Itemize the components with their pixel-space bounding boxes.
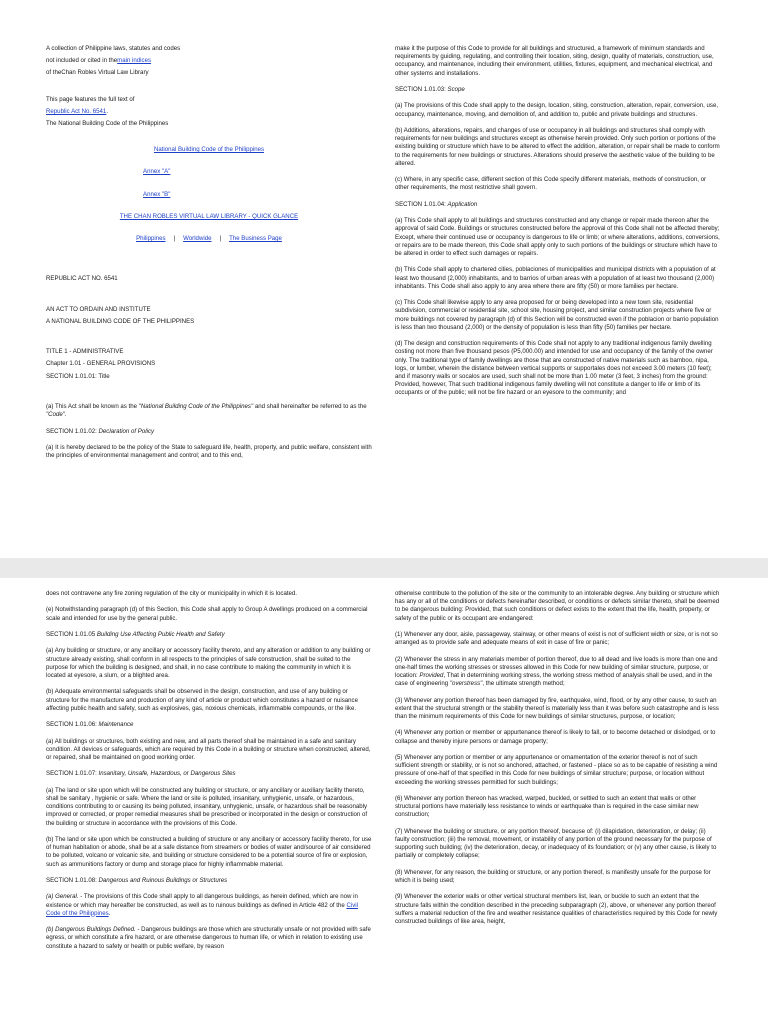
philippines-link[interactable]: Philippines <box>136 235 166 243</box>
text: Scope <box>447 86 465 93</box>
republic-act-link[interactable]: Republic Act No. 6541 <box>46 107 107 115</box>
text: . <box>108 909 111 917</box>
page-separator <box>0 558 768 578</box>
annex-a-link[interactable]: Annex "A" <box>143 168 171 176</box>
text: (a) General. <box>46 893 79 901</box>
document-page-2 <box>0 578 768 1024</box>
paragraph: (a) It is hereby declared to be the policy of the State to safeguard life, health, property, and public welfare, consistent with the principles of environmental management and control; and to this end, <box>46 444 372 460</box>
intro-line: A collection of Philippine laws, statutes and codes <box>46 45 181 52</box>
text: SECTION 1.01.06: <box>46 721 99 729</box>
paragraph: does not contravene any fire zoning regulation of the city or municipality in which it is located. <box>46 590 297 597</box>
text: Maintenance <box>98 721 134 729</box>
list-item: (1) Whenever any door, aisle, passageway, stairway, or other means of exist is not of sufficient width or size, or is not so arranged as to provide safe and adequate means of exit in case of fire or panic; <box>395 631 718 647</box>
paragraph: (c) Where, in any specific case, different section of this Code specify different materials, methods of construction, or other requirements, the most restrictive shall govern. <box>395 176 707 192</box>
section-heading <box>46 877 372 885</box>
text: and shall hereinafter be referred to as the <box>253 403 367 411</box>
paragraph: (b) Adequate environmental safeguards shall be observed in the design, construction, and use of any building or structure for the manufacture and production of any kind of article or product which constitutes a hazard or nuisance affecting public health and safety, such as explosives, gas, noxious chemicals, inflammable compounds, or the like. <box>46 688 358 712</box>
text: Application <box>447 200 478 208</box>
section-heading <box>395 201 721 209</box>
business-page-link[interactable]: The Business Page <box>229 235 282 243</box>
page2-left-column <box>46 590 372 959</box>
paragraph: (c) This Code shall likewise apply to any area proposed for or being developed into a new town site, residential subdivision, commercial or residential site, school site, housing project, and similar construction projects where five or more buildings not covered by paragraph (d) of this Section will be constructed even if the poblacion or barrio population is less than two thousand (2,000) or the density of population is less than fifty (50) families per hectare. <box>395 299 719 331</box>
text: SECTION 1.01.07: <box>46 770 99 778</box>
worldwide-link[interactable]: Worldwide <box>183 235 212 243</box>
intro-text: not included or cited in the <box>46 57 118 65</box>
act-title-line: A NATIONAL BUILDING CODE OF THE PHILIPPINES <box>46 317 195 325</box>
paragraph: (e) Notwithstanding paragraph (d) of this Section, this Code shall apply to Group A dwellings produced on a commercial scale and intended for use by the general public. <box>46 606 368 622</box>
text: Dangerous and Ruinous Buildings or Structures <box>98 876 228 884</box>
paragraph: (b) This Code shall apply to chartered cities, poblaciones of municipalities and municipal districts with a population of at least two thousand (2,000) inhabitants, and to barrios of urban areas with a population of at least two thousand (2,000) inhabitants. This Code shall also apply to any area where there are fifty (50) or more families per hectare. <box>395 266 716 290</box>
title-heading: TITLE 1 - ADMINISTRATIVE <box>46 348 124 356</box>
list-item: (3) Whenever any portion thereof has been damaged by fire, earthquake, wind, flood, or by any other cause, to such an extent that the structural strength or the stability thereof is materially less than it was before such catastrophe and is less than the minimum requirements of this Code for new buildings of similar structures, purpose, or location; <box>395 696 719 720</box>
ra-suffix: . <box>106 107 109 115</box>
text: Building Use Affecting Public Health and Safety <box>96 630 225 638</box>
ra-heading: REPUBLIC ACT NO. 6541 <box>46 275 118 283</box>
paragraph <box>46 926 372 951</box>
page1-right-column <box>395 45 721 406</box>
act-title-line: AN ACT TO ORDAIN AND INSTITUTE <box>46 305 151 313</box>
intro-line: of theChan Robles Virtual Law Library <box>46 69 149 77</box>
separator: | <box>219 235 222 243</box>
text: - Dangerous buildings are those which are structurally unsafe or not provided with safe egress, or which constitute a fire hazard, or are otherwise dangerous to human life, or which in relation to existing use constitute a hazard to safety or health or public welfare, by reason <box>46 926 371 950</box>
nav-item <box>46 191 372 199</box>
text: SECTION 1.01.03: <box>395 86 448 93</box>
paragraph: (b) Additions, alterations, repairs, and changes of use or occupancy in all buildings and structures shall comply with requirements for new buildings and structures except as otherwise herein provided. Only such portion or portions of the existing building or structure which have to be altered to effect the addition, alteration, or repair shall be made to conform to the requirements for new buildings or structures. Alterations should preserve the aesthetic value of the building to be altered. <box>395 126 720 167</box>
section-heading <box>46 721 372 729</box>
paragraph: (a) This Code shall apply to all buildings and structures constructed and any change or repair made thereon after the approval of said Code. Buildings or structures constructed before the approval of this Code shall not be affected thereby; Except, where their continued use or occupancy is dangerous to life or limb; or where alterations, additions, conversions, or repairs are to be made thereon, this Code shall apply only to such portions of the buildings or structure which have to be altered in order to effect such damages or repairs. <box>395 217 720 257</box>
text: (a) This Act shall be known as the <box>46 403 139 411</box>
text: SECTION 1.01.08: <box>46 876 99 884</box>
building-code-link[interactable]: National Building Code of the Philippines <box>153 146 265 154</box>
section-heading <box>46 770 372 778</box>
list-item: (5) Whenever any portion or member or any appurtenance or ornamentation of the exterior thereof is not of such sufficient strength or stability, or is not so anchored, attached, or fastened - place so as to be capable of resisting a wind pressure of one-half of that specified in this Code for new buildings of similar structure; purpose, or location without exceeding the working stresses permitted for such buildings; <box>395 753 718 786</box>
intro-line <box>46 57 372 65</box>
text: Insanitary, Unsafe, Hazardous, or Dangerous Sites <box>98 770 236 778</box>
text: "Code" <box>46 411 65 419</box>
text: - The provisions of this Code shall apply to all dangerous buildings, as herein defined, which are now in existence or which may hereafter be constructed, as well as to ruinous buildings as defined in Article 482 of the <box>46 893 358 909</box>
ra-line <box>46 108 372 116</box>
list-item: (6) Whenever any portion thereon has wracked, warped, buckled, or settled to such an extent that walls or other structural portions have materially less resistance to winds or earthquake than is required in the case similar new construction; <box>395 794 699 819</box>
nav-item <box>46 168 372 176</box>
text: , the ultimate strength method; <box>482 680 565 688</box>
chapter-heading: Chapter 1.01 - GENERAL PROVISIONS <box>46 360 156 368</box>
section-heading <box>46 631 372 639</box>
text: . <box>64 411 67 419</box>
text: SECTION 1.01.04: <box>395 200 448 208</box>
features-text: This page features the full text of <box>46 95 135 103</box>
paragraph: make it the purpose of this Code to provide for all buildings and structured, a framework of minimum standards and requirements by guiding, regulating, and controlling their location, siting, design, quality of materials, construction, use, occupancy, and maintenance, including their environment, utilities, fixtures, equipment, and mechanical electrical, and other systems and installations. <box>395 45 714 77</box>
page2-right-column <box>395 590 721 934</box>
text: Provided <box>419 672 444 679</box>
main-indices-link[interactable]: main indices <box>117 57 152 65</box>
text: Declaration of Policy <box>98 427 155 435</box>
list-item: (9) Whenever the exterior walls or other vertical structural members list, lean, or buckle to such an extent that the structure falls within the condition described in the preceding subparagraph (2), above, or whenever any portion thereof suffers a material reduction of the fire and weather resistance qualities of characteristics required by this Code for newly constructed buildings of like area, height, <box>395 893 718 925</box>
paragraph <box>46 893 372 918</box>
text: SECTION 1.01.05 <box>46 630 97 638</box>
list-item <box>395 656 721 689</box>
civil-code-link[interactable]: Civil Code of the Philippines <box>46 901 358 917</box>
paragraph: (b) The land or site upon which be constructed a building of structure or any ancillary or accessory facility thereto, for use of human habitation or abode, shall be at a safe distance from streamers or bodies of water and/source of air considered to be polluted, volcano or volcanic site, and building or structure considered to be a potential source of fire or explosion, such as ammunitions factory or dump and storage place for highly inflammable material. <box>46 835 372 868</box>
nav-item <box>46 146 372 154</box>
page1-left-column <box>46 45 372 469</box>
text: "overstress" <box>449 680 483 688</box>
section-heading <box>46 428 372 436</box>
text: (b) Dangerous Buildings Defined. <box>46 926 136 934</box>
section-heading: SECTION 1.01.01: Title <box>46 372 110 380</box>
code-name: The National Building Code of the Philippines <box>46 120 169 128</box>
paragraph: (a) Any building or structure, or any ancillary or accessory facility thereto, and any alteration or addition to any building or structure already existing, shall conform in all respects to the principles of safe construction, shall be suited to the purpose for which the building is designed, and shall, in no case contribute to making the community in which it is located at eyesore, a slum, or a blighted area. <box>46 647 371 679</box>
quick-links-row <box>46 235 372 243</box>
paragraph: (d) The design and construction requirements of this Code shall not apply to any traditional indigenous family dwelling costing not more than five thousand pesos (P5,000.00) and intended for use and occupancy of the family of the owner only. The traditional type of family dwellings are those that are constructed of native materials such as bamboo, nipa, logs, or lumber, wherein the distance between vertical supports or supportales does not exceed 3.00 meters (10 feet); and if masonry walls or socalos are used, such shall not be more than 1.00 meter (3 feet, 3 inches) from the ground: Provided, however, That such traditional indigenous family dwelling will not constitute a danger to life or limb of its occupants or of the public; will not be fire hazard or an eyesore to the community; and <box>395 340 713 397</box>
list-item: (8) Whenever, for any reason, the building or structure, or any portion thereof, is manifestly unsafe for the purpose for which it is being used; <box>395 868 711 884</box>
paragraph: otherwise contribute to the pollution of the site or the community to an intolerable degree. Any building or structure which has any or all of the conditions or defects hereinafter described, or conditions or defects similar thereto, shall be deemed to be dangerous building: Provided, that such conditions or defect exists to the extent that the life, health, property, or safety of the public or its occupant are endangered: <box>395 590 720 622</box>
list-item: (4) Whenever any portion or member or appurtenance thereof is likely to fall, or to become detached or dislodged, or to collapse and thereby injure persons or damage property; <box>395 729 716 745</box>
text: (2) Whenever the stress in any materials member of portion thereof, due to all dead and live loads is more than one and one-half times the working stresses or stresses allowed in this Code for new building of similar structure, purpose, or location: <box>395 655 718 679</box>
paragraph: (a) All buildings or structures, both existing and new, and all parts thereof shall be maintained in a safe and sanitary condition. All devices or safeguards, which are required by this Code in a building or structure when constructed, altered, or repaired, shall be maintained on good working order. <box>46 737 371 761</box>
text: "National Building Code of the Philippines" <box>138 403 254 411</box>
annex-b-link[interactable]: Annex "B" <box>143 190 171 198</box>
paragraph: (a) The provisions of this Code shall apply to the design, location, siting, construction, alteration, repair, conversion, use, occupancy, maintenance, moving, and demolition of, and addition to, public and private buildings and structures. <box>395 102 719 118</box>
text: , That in determining working stress, the working stress method of analysis shall be used, and in the case of engineering <box>395 672 713 688</box>
paragraph: (a) The land or site upon which will be constructed any building or structure, or any ancillary or auxiliary facility thereto, shall be sanitary , hygienic or safe. Where the land or site is polluted, insanitary, unhygienic, unsafe, or hazardous, conditions contributing to or causing its being polluted, insanitary, unhygienic, unsafe, or hazardous shall be reasonably improved or corrected, or proper remedial measures shall be prescribed or incorporated in the design or construction of the building or structure in accordance with the provisions of this Code. <box>46 786 368 827</box>
separator: | <box>173 235 176 243</box>
section-heading <box>395 86 721 94</box>
paragraph <box>46 403 372 419</box>
list-item: (7) Whenever the building or structure, or any portion thereof, because of: (i) dilapidation, deterioration, or delay; (ii) faulty construction; (iii) the removal, movement, or instability of any portion of the ground necessary for the purpose of supporting such building; (iv) the deterioration, decay, or inadequacy of its foundation; or (v) any other cause, is likely to partially or completely collapse; <box>395 827 717 860</box>
quick-glance-link[interactable]: THE CHAN ROBLES VIRTUAL LAW LIBRARY - QUICK GLANCE <box>119 212 299 220</box>
text: SECTION 1.01.02: <box>46 427 99 435</box>
nav-item <box>46 213 372 221</box>
